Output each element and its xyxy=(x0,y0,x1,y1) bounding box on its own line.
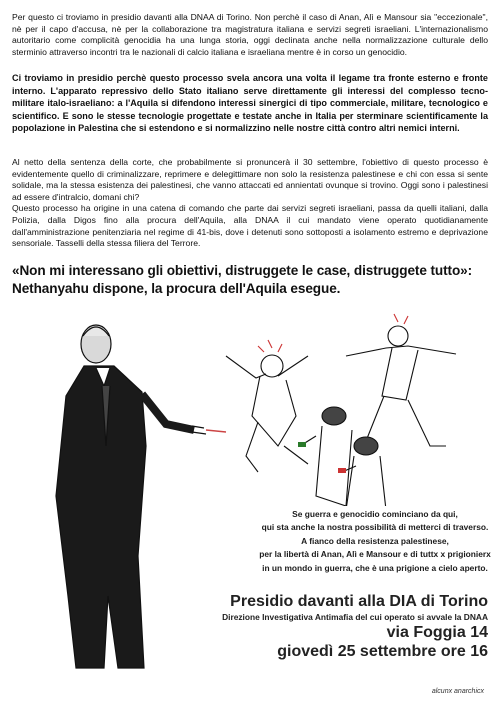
falling-figure-right xyxy=(346,314,456,446)
caption-line: A fianco della resistenza palestinese, xyxy=(301,535,449,546)
event-info xyxy=(158,592,488,661)
bold-paragraph: Ci troviamo in presidio perchè questo processo svela ancora una volta il legame tra fronte esterno e fronte interno. L'apparato repressivo dello Stato italiano serve direttamente gli interessi del complesso tecno-militare italo-israeliano: a l'Aquila si difendono interessi sinergici di tipo commerciale, militare, tecnologico e scientifico. E sono le stesse tecnologie progettate e testate anche in Italia per sterminare scientificamente la popolazione in Palestina che si estendono e si normalizzino nelle nostre città contro altri nemici interni. xyxy=(12,73,488,134)
caption-line: qui sta anche la nostra possibilità di metterci di traverso. xyxy=(261,522,489,533)
caption-block xyxy=(250,506,500,577)
caption-line: Se guerra e genocidio cominciano da qui, xyxy=(292,509,458,519)
caption-line: in un mondo in guerra, che è una prigione a cielo aperto. xyxy=(262,562,488,573)
event-address: via Foggia 14 xyxy=(386,624,488,641)
event-title: Presidio davanti alla DIA di Torino xyxy=(230,593,488,610)
falling-figure xyxy=(226,340,308,472)
event-datetime: giovedì 25 settembre ore 16 xyxy=(277,643,488,660)
caption-line: per la libertà di Anan, Alì e Mansour e di tuttx x prigionierx xyxy=(259,549,491,560)
body-paragraphs xyxy=(12,157,488,250)
body-paragraph-2: Questo processo ha origine in una catena di comando che parte dai servizi segreti israeliani, passa da quelli italiani, dalla Polizia, dalla Digos fino alla procura dell'Aquila, alla DNAA il cui mandato viene operato quotidianamente dall'amministrazione penitenziaria nel regime di 41-bis, dove i detenuti sono sottoposti a isolamento estremo e deprivazione sensoriale. Tasselli della stessa filiera del Terrore. xyxy=(12,203,488,249)
headline-quote: «Non mi interessano gli obiettivi, distruggete le case, distruggete tutto»: Nethanyahu dispone, la procura dell'Aquila esegue. xyxy=(12,263,473,296)
intro-paragraph: Per questo ci troviamo in presidio davanti alla DNAA di Torino. Non perchè il caso di Anan, Alì e Mansour sia "eccezionale", nè per il capo d'accusa, nè per la collaborazione tra magistratura italiana e servizi segreti israeliani. L'internazionalismo autoritario come complicità genocidia ha una lunga storia, oggi declinata anche nella normalizzazione culturale dello sterminio attraverso incontri tra le nazionali di calcio italiana e israeliana mentre è in corso un genocidio. xyxy=(12,12,488,57)
signature: alcunx anarchicx xyxy=(431,688,484,695)
body-paragraph-1: Al netto della sentenza della corte, che probabilmente si pronuncerà il 30 settembre, l'obiettivo di questo processo è evidentemente quello di criminalizzare, reprimere e delegittimare non solo la resistenza palestinese e chi con essa si sente solidale, ma la stessa esistenza dei palestinesi, che vanno attaccati ed annientati ovunque si trovino. Oggi sono i palestinesi ad essere d'intralcio, domani chi? xyxy=(12,157,488,202)
event-subtitle: Direzione Investigativa Antimafia del cui operato si avvale la DNAA xyxy=(222,612,488,622)
uniformed-figures xyxy=(298,407,386,510)
